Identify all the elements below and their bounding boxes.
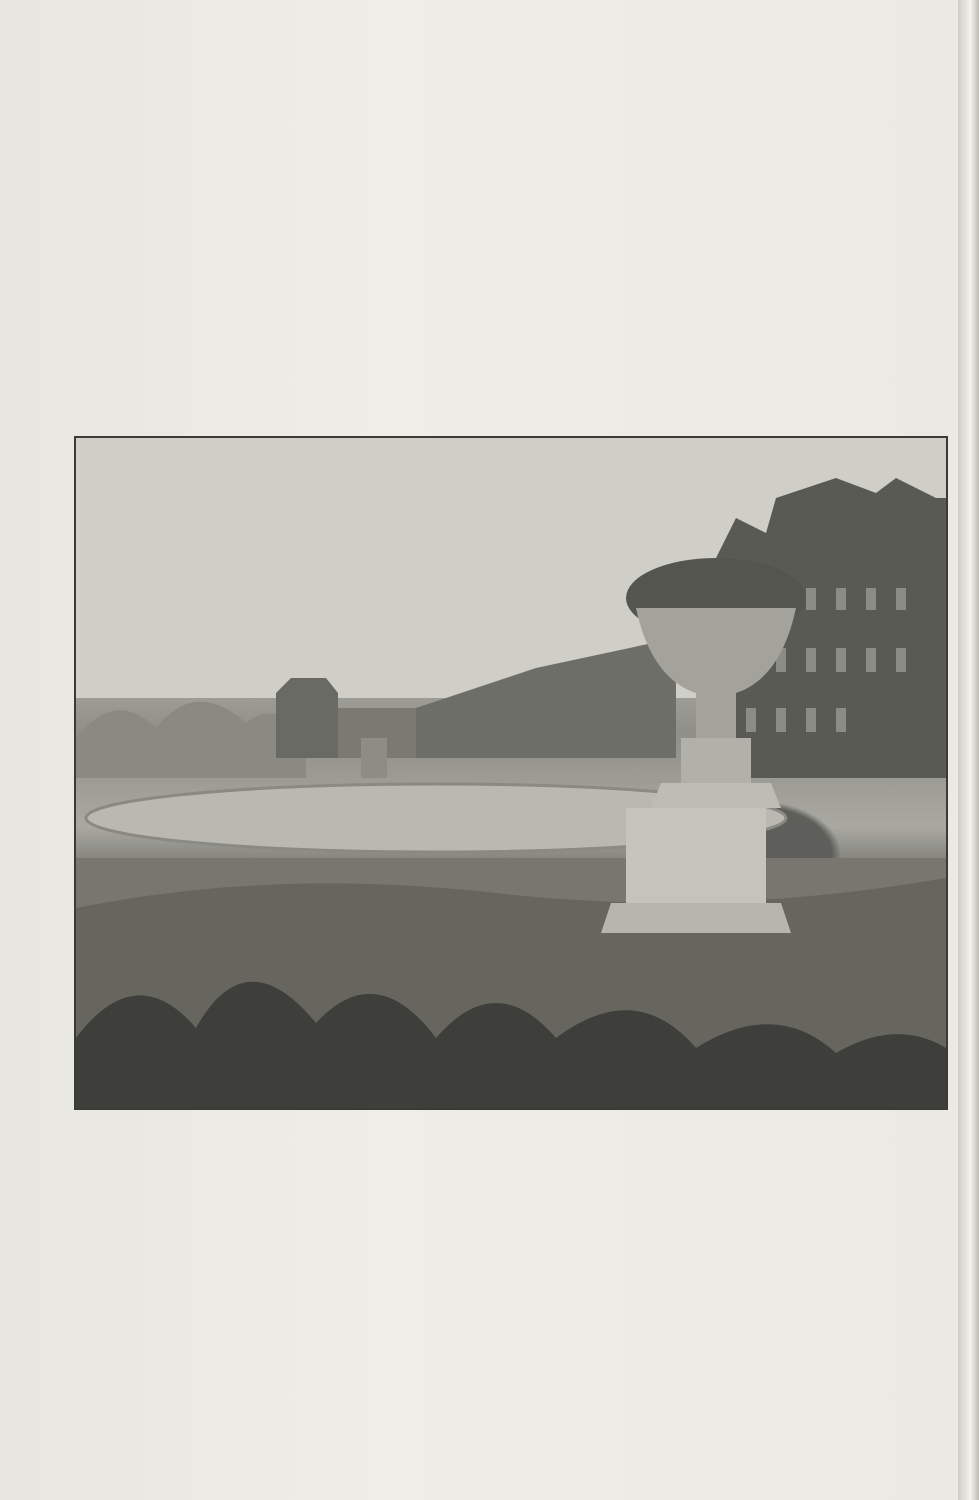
adjacent-page-edge (958, 0, 979, 1500)
louvre-photograph (74, 436, 948, 1110)
photo-illustration (76, 438, 946, 1108)
